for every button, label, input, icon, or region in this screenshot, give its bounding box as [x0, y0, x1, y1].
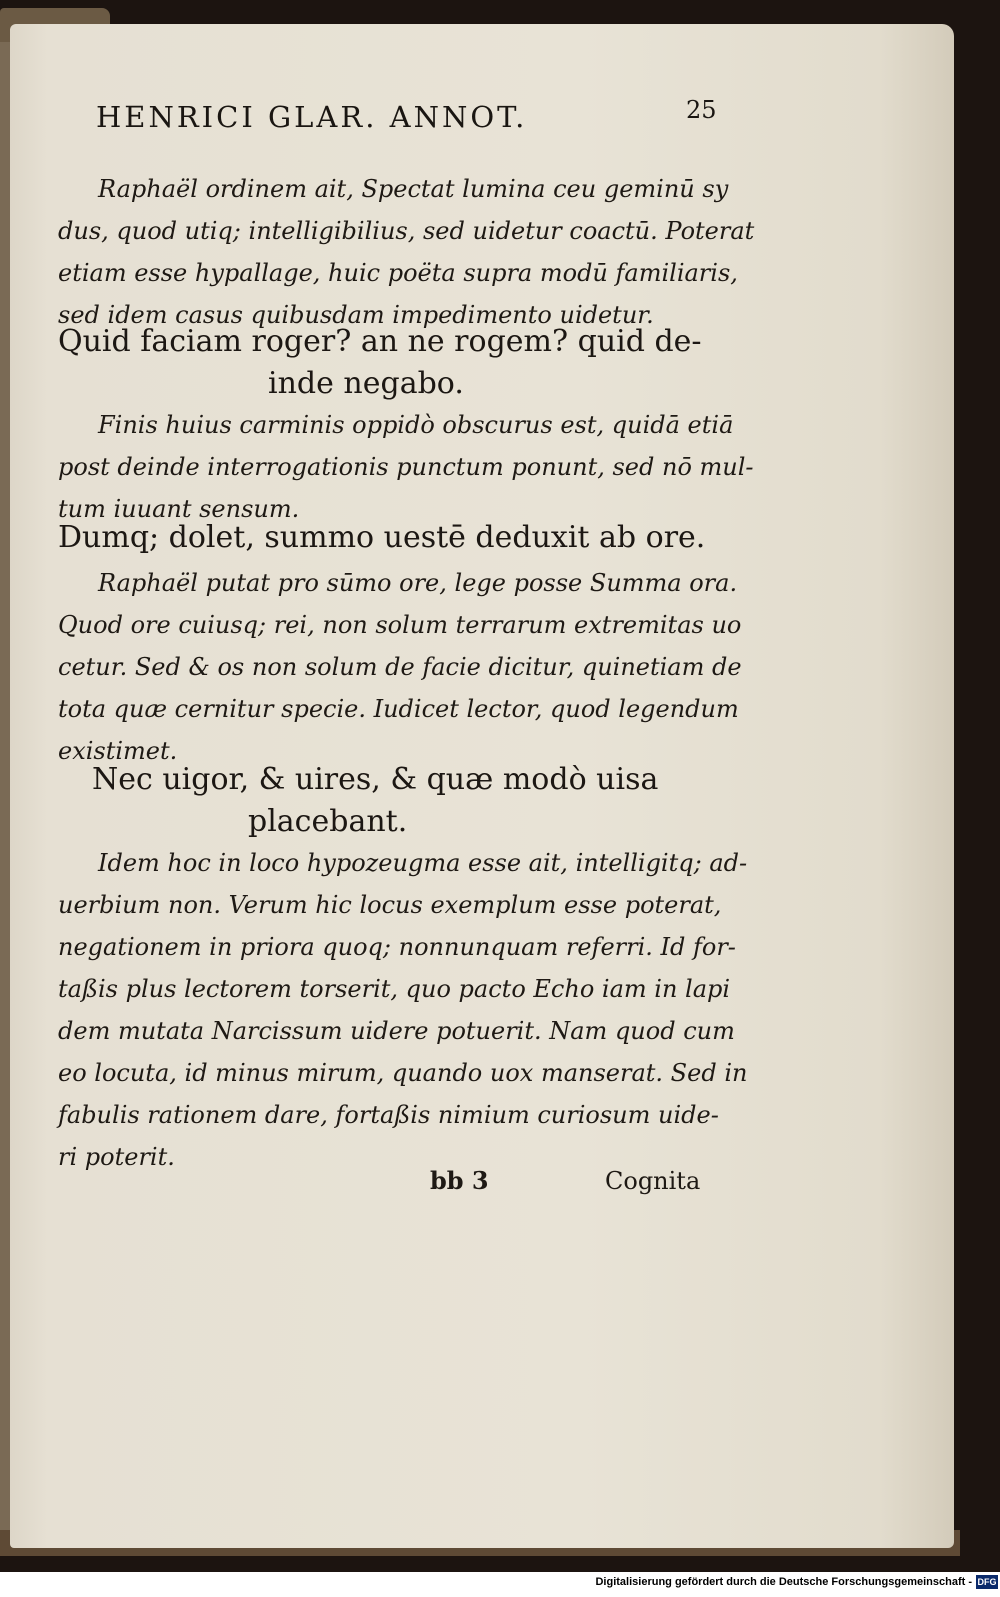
commentary-line: taßis plus lectorem torserit, quo pacto Echo iam in lapi	[58, 975, 731, 1003]
commentary-line: dus, quod utiq; intelligibilius, sed uidetur coactū. Poterat	[58, 217, 755, 245]
dfg-logo: DFG	[977, 1577, 997, 1587]
commentary-line: post deinde interrogationis punctum ponunt, sed nō mul-	[58, 453, 754, 481]
signature-mark: bb 3	[430, 1166, 489, 1195]
commentary-line: dem mutata Narcissum uidere potuerit. Nam quod cum	[58, 1017, 735, 1045]
verse-line: Nec uigor, & uires, & quæ modò uisa	[92, 762, 659, 797]
footer-credit: Digitalisierung gefördert durch die Deutsche Forschungsgemeinschaft -	[595, 1576, 972, 1588]
commentary-line: eo locuta, id minus mirum, quando uox manserat. Sed in	[58, 1059, 748, 1087]
commentary-line: negationem in priora quoq; nonnunquam referri. Id for-	[58, 933, 736, 961]
commentary-line: Raphaël putat pro sūmo ore, lege posse Summa ora.	[98, 569, 738, 597]
commentary-line: fabulis rationem dare, fortaßis nimium curiosum uide-	[58, 1101, 719, 1129]
verse-line: Dumq; dolet, summo uestē deduxit ab ore.	[58, 520, 706, 555]
verse-line: Quid faciam roger? an ne rogem? quid de-	[58, 324, 702, 359]
commentary-line: Finis huius carminis oppidò obscurus est, quidā etiā	[98, 411, 734, 439]
commentary-line: ri poterit.	[58, 1143, 175, 1171]
verse-line: placebant.	[248, 804, 408, 839]
commentary-line: etiam esse hypallage, huic poëta supra modū familiaris,	[58, 259, 738, 287]
commentary-line: uerbium non. Verum hic locus exemplum esse poterat,	[58, 891, 722, 919]
commentary-line: tum iuuant sensum.	[58, 495, 300, 523]
running-head-title: HENRICI GLAR. ANNOT.	[96, 100, 528, 134]
commentary-line: existimet.	[58, 737, 178, 765]
commentary-line: tota quæ cernitur specie. Iudicet lector, quod legendum	[58, 695, 739, 723]
commentary-line: Quod ore cuiusq; rei, non solum terrarum extremitas uo	[58, 611, 742, 639]
catchword: Cognita	[605, 1167, 701, 1195]
commentary-line: Raphaël ordinem ait, Spectat lumina ceu geminū sy	[98, 175, 729, 203]
page-number: 25	[686, 96, 717, 124]
commentary-line: sed idem casus quibusdam impedimento uidetur.	[58, 301, 654, 329]
commentary-line: Idem hoc in loco hypozeugma esse ait, intelligitq; ad-	[98, 849, 748, 877]
commentary-line: cetur. Sed & os non solum de facie dicitur, quinetiam de	[58, 653, 742, 681]
verse-line: inde negabo.	[268, 366, 464, 401]
